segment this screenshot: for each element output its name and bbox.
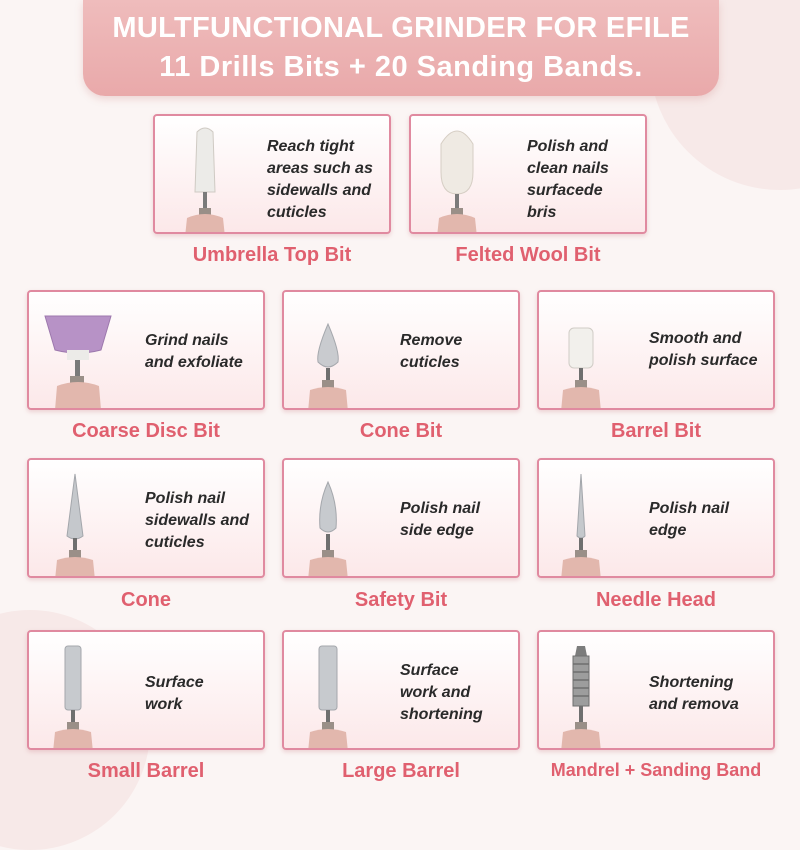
bit-card-barrel-bit [537, 290, 775, 410]
bit-title: Safety Bit [354, 589, 448, 611]
cone-bit-icon [300, 322, 356, 410]
header-banner [83, 0, 719, 96]
needle-head-icon [553, 470, 609, 578]
bit-card-mandrel-sanding-band [537, 630, 775, 750]
bit-title: Felted Wool Bit [455, 244, 601, 266]
bit-description: Surface work and shortening [400, 662, 483, 723]
bit-description: Smooth and polish surface [649, 330, 758, 369]
coarse-disc-bit-icon [43, 310, 113, 410]
bit-card-cone [27, 458, 265, 578]
bit-description: Remove cuticles [400, 332, 463, 371]
barrel-bit-icon [553, 322, 609, 410]
bit-card-cone-bit [282, 290, 520, 410]
bit-description: Polish nail sidewalls and cuticles [145, 490, 250, 551]
bit-title: Cone Bit [359, 420, 443, 442]
bit-description: Polish and clean nails surfacede bris [527, 138, 609, 221]
bit-title: Cone [121, 589, 171, 611]
bit-description: Polish nail edge [649, 500, 730, 539]
bit-title: Needle Head [595, 589, 717, 611]
bit-card-felted-wool [409, 114, 647, 234]
bit-description: Reach tight areas such as sidewalls and cuticles [267, 138, 373, 221]
bit-card-small-barrel [27, 630, 265, 750]
bit-title: Umbrella Top Bit [192, 244, 352, 266]
bit-title: Coarse Disc Bit [72, 420, 220, 442]
large-barrel-icon [300, 642, 356, 750]
bit-title: Mandrel + Sanding Band [550, 760, 762, 780]
bit-title: Small Barrel [87, 760, 205, 782]
bit-card-umbrella-top [153, 114, 391, 234]
bit-title: Barrel Bit [610, 420, 702, 442]
bit-card-safety-bit [282, 458, 520, 578]
banner-subtitle: 11 Drills Bits + 20 Sanding Bands. [159, 51, 643, 83]
bit-card-needle-head [537, 458, 775, 578]
bit-card-large-barrel [282, 630, 520, 750]
cone-icon [47, 470, 103, 578]
bit-description: Surface work [145, 674, 204, 713]
banner-title: MULTFUNCTIONAL GRINDER FOR EFILE [112, 12, 690, 44]
bit-description: Grind nails and exfoliate [145, 332, 243, 371]
felted-wool-bit-icon [427, 122, 487, 234]
small-barrel-icon [45, 642, 101, 750]
bit-description: Shortening and remova [649, 674, 739, 713]
bit-card-coarse-disc [27, 290, 265, 410]
umbrella-top-bit-icon [175, 122, 235, 234]
safety-bit-icon [300, 478, 356, 578]
bit-title: Large Barrel [342, 760, 460, 782]
mandrel-sanding-band-icon [551, 642, 611, 750]
bit-description: Polish nail side edge [400, 500, 481, 539]
